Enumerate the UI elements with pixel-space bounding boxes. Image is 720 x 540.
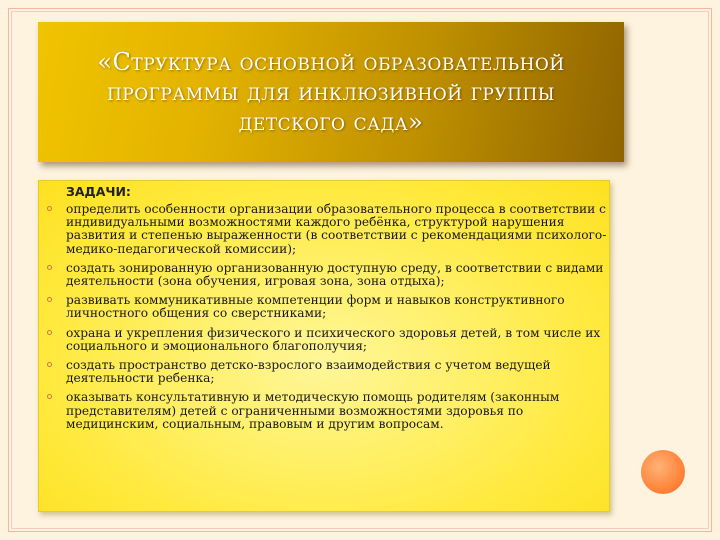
list-item <box>39 203 607 256</box>
bullet-icon <box>47 297 52 302</box>
list-item <box>39 391 607 431</box>
tasks-panel <box>38 180 610 512</box>
slide-title: «Структура основной образовательной программы для инклюзивной группы детского сада» <box>97 48 565 136</box>
task-text: охрана и укрепления физического и психического здоровья детей, в том числе их социального и эмоционального благополучия; <box>66 325 601 353</box>
task-text: определить особенности организации образовательного процесса в соответствии с индивидуальными возможностями каждого ребёнка, структурой нарушения развития и степенью выраженности (в соответствии с рекомендациями психолого-медико-педагогической комиссии); <box>66 202 607 256</box>
list-item <box>39 262 607 288</box>
tasks-heading: ЗАДАЧИ: <box>66 184 131 199</box>
bullet-icon <box>47 265 52 270</box>
task-text: оказывать консультативную и методическую помощь родителям (законным представителям) детей с ограниченными возможностями здоровья по медицинским, социальным, правовым и другим вопросам. <box>66 390 560 431</box>
task-text: создать пространство детско-взрослого взаимодействия с учетом ведущей деятельности ребенка; <box>66 358 551 386</box>
list-item <box>39 294 607 320</box>
decorative-circle-icon <box>641 450 685 494</box>
list-item <box>39 327 607 353</box>
bullet-icon <box>47 394 52 399</box>
list-item <box>39 359 607 385</box>
bullet-icon <box>47 362 52 367</box>
title-banner <box>38 22 624 162</box>
task-text: создать зонированную организованную доступную среду, в соответствии с видами деятельности (зона обучения, игровая зона, зона отдыха); <box>66 260 604 289</box>
task-text: развивать коммуникативные компетенции форм и навыков конструктивного личностного общения со сверстниками; <box>66 293 565 321</box>
tasks-list <box>39 203 607 437</box>
bullet-icon <box>47 330 52 335</box>
bullet-icon <box>47 206 52 211</box>
